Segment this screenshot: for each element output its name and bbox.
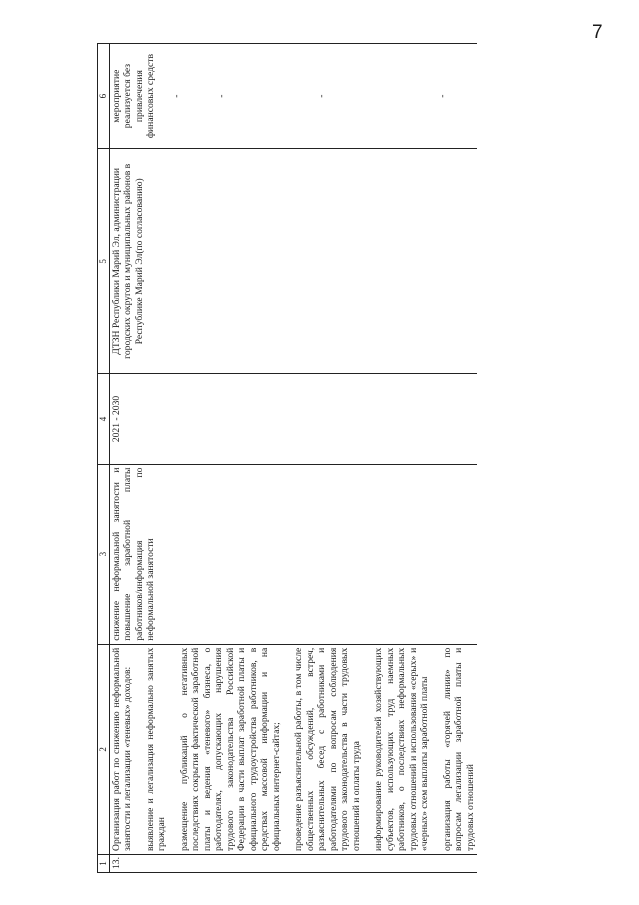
dash-mark: - — [170, 94, 182, 98]
header-col-1: 1 — [98, 854, 110, 872]
activity-item: размещение публикаций о негативных последствиях сокрытия фактической заработной платы и ведения «теневого» бизнеса, о работодателях, допускающих нарушения трудового законодательства Российской Федерации в части выплат заработной платы и официального трудоустройства работников, в средствах массовой информации и на официальных интернет-сайтах; — [178, 647, 282, 851]
result-cell: снижение неформальной занятости и повышение заработной платы работников/информация по неформальной занятости — [109, 464, 477, 644]
header-col-3: 3 — [98, 464, 110, 644]
dash-mark: - — [216, 94, 228, 98]
header-col-2: 2 — [98, 644, 110, 854]
financing-text: мероприятие реализуется без привлечения финансовых средств — [110, 54, 157, 139]
activity-item: информирование руководителей хозяйствующих субъектов, использующих труд наемных работников, о последствиях неформальных трудовых отношений и использования «серых» и «черных» схем выплаты заработной платы — [373, 647, 431, 851]
table-header-row — [98, 44, 110, 873]
period-cell: 2021 - 2030 — [109, 374, 477, 464]
header-col-5: 5 — [98, 149, 110, 374]
row-number: 13. — [109, 854, 477, 872]
activity-item: организация работы «горячей линии» по вопросам легализации заработной платы и трудовых отношений — [441, 647, 476, 851]
activity-item: проведение разъяснительной работы, в том числе общественных обсуждений, встреч, разъяснительных бесед с работниками и работодателями по вопросам соблюдения трудового законодательства в части трудовых отношений и оплаты труда — [293, 647, 362, 851]
activity-item: выявление и легализация неформально занятых граждан — [144, 647, 168, 851]
activity-table-wrapper — [97, 43, 537, 873]
executor-cell: ДТЗН Республики Марий Эл, администрации городских округов и муниципальных районов в Республике Марий Эл(по согласованию) — [109, 149, 477, 374]
activity-title: Организация работ по снижению неформальной занятости и легализации «теневых» доходов: — [110, 647, 134, 851]
table-row — [109, 44, 477, 873]
header-col-6: 6 — [98, 44, 110, 149]
page-number: 7 — [592, 22, 603, 43]
header-col-4: 4 — [98, 374, 110, 464]
dash-mark: - — [315, 94, 327, 98]
activity-cell — [109, 644, 477, 854]
financing-cell — [109, 44, 477, 149]
dash-mark: - — [437, 94, 449, 98]
activity-table — [97, 43, 477, 873]
